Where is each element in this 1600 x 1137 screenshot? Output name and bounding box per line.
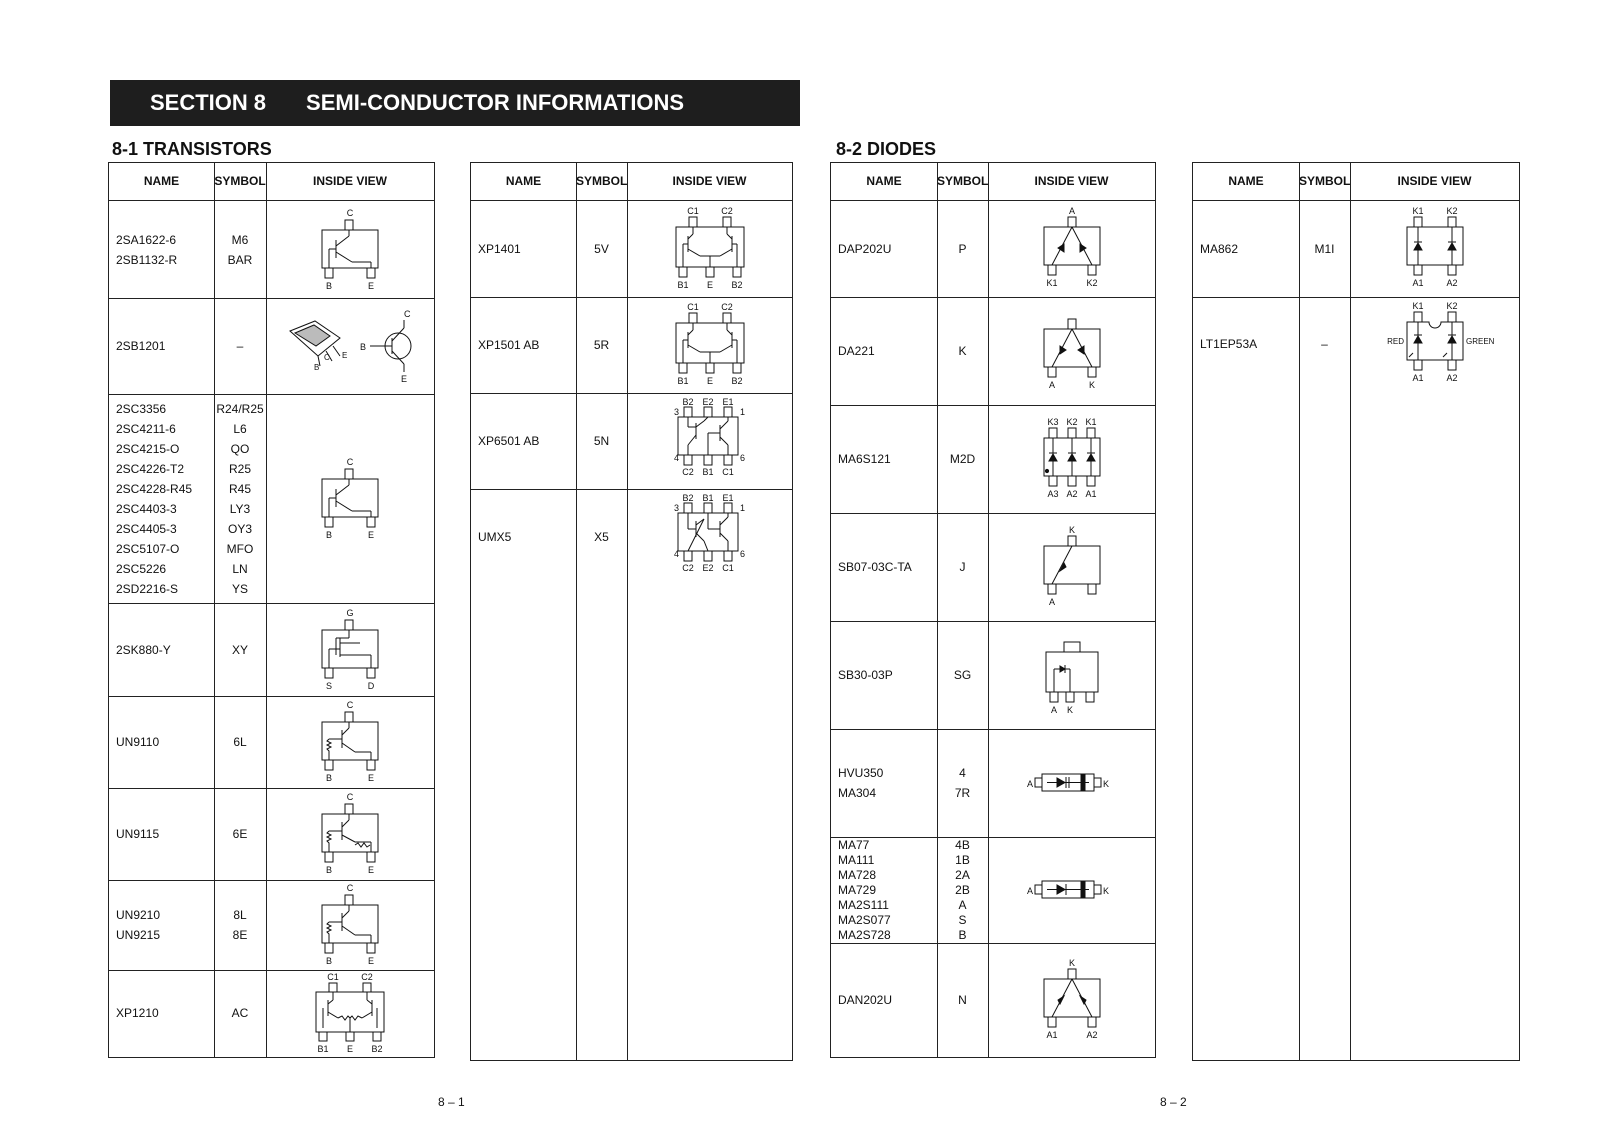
table-row: XP1501 AB 5R C1 C2 B1 E B2 (471, 297, 792, 394)
fet-diagram (300, 605, 400, 695)
svg-text:B: B (325, 280, 333, 291)
heading-transistors: 8-1 TRANSISTORS (112, 139, 272, 159)
svg-text:E1: E1 (721, 397, 734, 407)
single-diode-diagram (1022, 521, 1122, 613)
svg-text:C: C (324, 353, 330, 362)
svg-text:C1: C1 (686, 206, 699, 216)
table-row: MA862 M1I K1 K2 A1 A2 (1193, 201, 1519, 298)
cell-text: 2SD2216-S (116, 581, 179, 596)
schottky-diode-diagram (1022, 629, 1122, 721)
svg-text:K: K (1102, 779, 1109, 789)
cell-text: LY3 (229, 501, 251, 516)
cell-text: 2SC4403-3 (116, 501, 177, 516)
svg-text:E: E (346, 1044, 354, 1054)
cell-text: MFO (226, 541, 254, 556)
cell-text: R25 (228, 461, 251, 476)
table-header (831, 163, 1155, 201)
svg-text:1: 1 (739, 503, 745, 513)
svg-text:C1: C1 (721, 563, 734, 573)
svg-text:A1: A1 (1411, 373, 1424, 383)
cell-text: MA2S077 (838, 912, 891, 927)
svg-text:A1: A1 (1084, 489, 1097, 499)
svg-text:C: C (346, 700, 354, 710)
transistor-table-right (470, 162, 793, 1061)
table-row: DA221 K A K (831, 297, 1155, 406)
svg-text:E: E (367, 865, 375, 875)
svg-text:B2: B2 (730, 376, 743, 386)
cell-text: 2SC5226 (116, 561, 167, 576)
diode-table-right (1192, 162, 1520, 1061)
svg-text:B2: B2 (681, 493, 694, 503)
col-symbol-header: SYMBOL (1299, 174, 1351, 188)
cell-text: MA728 (838, 867, 877, 882)
svg-text:A2: A2 (1445, 278, 1458, 288)
svg-text:C: C (346, 792, 354, 802)
table-row: XP1210 AC C1 C2 B1 E B2 (109, 970, 434, 1056)
svg-text:A1: A1 (1411, 278, 1424, 288)
svg-text:B1: B1 (676, 376, 689, 386)
page-number-left: 8 – 1 (438, 1095, 465, 1109)
svg-text:A: A (1050, 705, 1057, 715)
svg-text:K3: K3 (1046, 417, 1059, 427)
glass-diode-diagram (1017, 870, 1127, 910)
svg-text:K: K (1102, 886, 1109, 896)
cell-text: R45 (228, 481, 251, 496)
table-row (109, 394, 434, 604)
dual-transistor-6pin-diagram (660, 395, 760, 487)
svg-text:B1: B1 (676, 280, 689, 290)
dual-led-diagram (1355, 299, 1515, 389)
page-number-right: 8 – 2 (1160, 1095, 1187, 1109)
svg-text:K2: K2 (1445, 301, 1458, 311)
svg-text:K: K (1068, 525, 1075, 535)
svg-text:3: 3 (673, 503, 679, 513)
svg-text:E: E (706, 376, 713, 386)
heading-diodes: 8-2 DIODES (836, 139, 937, 159)
svg-text:C1: C1 (686, 302, 699, 312)
cell-text: OY3 (227, 521, 252, 536)
svg-text:K1: K1 (1045, 278, 1058, 288)
svg-text:C: C (346, 883, 354, 893)
section-label: SECTION (150, 90, 248, 115)
cell-text: 2SC4405-3 (116, 521, 177, 536)
cell-text: 2SC4215-O (116, 441, 180, 456)
dual-transistor-diagram (660, 204, 760, 294)
svg-text:A1: A1 (1045, 1029, 1058, 1040)
col-inside-view-header: INSIDE VIEW (672, 174, 747, 188)
svg-text:B1: B1 (701, 467, 714, 477)
dual-diode-diagram (1022, 954, 1122, 1046)
table-row: UN9115 6E C B E (109, 788, 434, 881)
cell-text: 2SC3356 (116, 401, 167, 416)
svg-text:E: E (342, 351, 348, 360)
cell-text: YS (231, 581, 248, 596)
svg-text:E: E (367, 529, 375, 540)
table-row: 2SK880-Y XY G S D (109, 603, 434, 697)
col-name-header: NAME (505, 174, 542, 188)
svg-text:C1: C1 (327, 972, 339, 982)
svg-text:RED: RED (1386, 337, 1404, 346)
svg-text:E: E (367, 773, 375, 783)
cell-text: MA77 (838, 837, 870, 852)
section-number: 8 (253, 90, 267, 115)
svg-text:K: K (1088, 380, 1095, 390)
svg-text:E: E (401, 374, 408, 384)
table-row: DAP202U P A K1 K2 (831, 201, 1155, 298)
cell-text: 1B (955, 852, 970, 867)
svg-text:A: A (1048, 597, 1055, 607)
svg-text:D: D (367, 680, 375, 691)
triple-diode-diagram (1022, 413, 1122, 505)
svg-text:B2: B2 (730, 280, 743, 290)
svg-text:C2: C2 (681, 467, 694, 477)
cell-text: MA2S111 (838, 897, 889, 912)
svg-text:B2: B2 (371, 1044, 383, 1054)
cell-text: QO (230, 441, 250, 456)
dual-diode-diagram (1022, 204, 1122, 294)
power-transistor-package-diagram (270, 306, 430, 386)
svg-text:B2: B2 (681, 397, 694, 407)
cell-text: 2SC4211-6 (116, 421, 176, 436)
transistor-table-left (108, 162, 435, 1058)
table-row: MA6S121 M2D K3 K2 K1 A3 A2 A1 (831, 405, 1155, 514)
table-row: HVU350 MA304 4 7R A K (831, 729, 1155, 838)
table-row: XP6501 AB 5N B2 E2 E1 3 1 4 6 C2 B1 C1 (471, 393, 792, 490)
table-header (471, 163, 792, 201)
table-row: SB30-03P SG A K (831, 621, 1155, 730)
col-symbol-header: SYMBOL (214, 174, 266, 188)
table-row: XP1401 5V C1 C2 B1 E B2 (471, 201, 792, 298)
table-row: UN9210 UN9215 8L 8E C B E (109, 880, 434, 971)
cell-text: A (958, 897, 967, 912)
cell-text: MA111 (838, 852, 875, 867)
table-row: DAN202U N K A1 A2 (831, 943, 1155, 1056)
table-row: UN9110 6L C B E (109, 696, 434, 789)
dual-transistor-diagram (300, 970, 400, 1056)
svg-text:C: C (346, 207, 354, 218)
svg-text:3: 3 (673, 407, 679, 417)
svg-text:E: E (706, 280, 713, 290)
svg-text:E1: E1 (721, 493, 734, 503)
svg-text:B: B (325, 865, 333, 875)
col-name-header: NAME (866, 174, 902, 188)
table-header (1193, 163, 1519, 201)
svg-text:K1: K1 (1411, 206, 1424, 216)
svg-text:A2: A2 (1445, 373, 1458, 383)
col-symbol-header: SYMBOL (576, 174, 628, 188)
cell-text: 2SC5107-O (116, 541, 180, 556)
svg-text:K1: K1 (1411, 301, 1424, 311)
cell-text: MA2S728 (838, 927, 891, 942)
cell-text: B (958, 927, 967, 942)
table-row: LT1EP53A – K1 K2 RED GREEN A1 A2 (1193, 297, 1519, 1059)
svg-text:4: 4 (673, 549, 679, 559)
svg-text:S: S (325, 680, 333, 691)
svg-text:K2: K2 (1065, 417, 1078, 427)
svg-text:B: B (314, 363, 320, 372)
svg-text:E: E (367, 956, 375, 966)
col-name-header: NAME (1228, 174, 1264, 188)
col-symbol-header: SYMBOL (937, 174, 989, 188)
svg-text:C: C (404, 309, 411, 319)
dual-diode-4pin-diagram (1385, 204, 1485, 294)
dual-transistor-diagram (660, 300, 760, 390)
svg-text:C: C (346, 456, 354, 467)
svg-text:A2: A2 (1065, 489, 1078, 499)
svg-text:A: A (1068, 206, 1075, 216)
cell-text: 2SC4226-T2 (116, 461, 185, 476)
pnp-transistor-diagram (300, 204, 400, 296)
svg-text:C2: C2 (720, 302, 733, 312)
svg-text:6: 6 (739, 549, 745, 559)
col-inside-view-header: INSIDE VIEW (312, 174, 387, 188)
digital-transistor-diagram (300, 698, 400, 786)
svg-text:B: B (325, 956, 333, 966)
svg-text:B: B (325, 773, 333, 783)
col-inside-view-header: INSIDE VIEW (1034, 174, 1109, 188)
table-row: 2SA1622-6 2SB1132-R M6 BAR C B E (109, 201, 434, 299)
svg-text:A3: A3 (1046, 489, 1059, 499)
cell-text: 2SC4228-R45 (116, 481, 193, 496)
cell-text: R24/R25 (216, 401, 264, 416)
diode-table-left (830, 162, 1156, 1058)
section-title: SEMI-CONDUCTOR INFORMATIONS (306, 90, 685, 115)
svg-text:E: E (367, 280, 375, 291)
section-banner (110, 80, 800, 126)
svg-text:B: B (360, 342, 367, 352)
table-row: SB07-03C-TA J K A (831, 513, 1155, 622)
svg-text:4: 4 (673, 453, 679, 463)
table-row: UMX5 X5 B2 B1 E1 3 1 4 6 C2 E2 C1 (471, 489, 792, 1059)
svg-text:E2: E2 (701, 397, 714, 407)
col-inside-view-header: INSIDE VIEW (1397, 174, 1472, 188)
svg-text:K: K (1068, 957, 1075, 968)
cell-text: 2B (955, 882, 970, 897)
svg-text:K: K (1066, 705, 1073, 715)
svg-text:A2: A2 (1085, 1029, 1098, 1040)
svg-text:B: B (325, 529, 333, 540)
svg-text:K2: K2 (1445, 206, 1458, 216)
svg-text:C1: C1 (721, 467, 734, 477)
dual-transistor-6pin-diagram (660, 491, 760, 583)
cell-text: S (958, 912, 967, 927)
svg-text:GREEN: GREEN (1465, 337, 1494, 346)
cell-text: LN (232, 561, 248, 576)
svg-text:A: A (1026, 886, 1033, 896)
svg-text:B1: B1 (701, 493, 714, 503)
svg-text:B1: B1 (317, 1044, 329, 1054)
cell-text: 4B (955, 837, 970, 852)
svg-text:K1: K1 (1084, 417, 1097, 427)
svg-text:K2: K2 (1085, 278, 1098, 288)
svg-text:1: 1 (739, 407, 745, 417)
cell-text: L6 (233, 421, 247, 436)
dual-diode-diagram (1022, 306, 1122, 396)
table-header (109, 163, 434, 201)
table-row: 2SB1201 – C E B B C E (109, 298, 434, 395)
svg-text:C2: C2 (681, 563, 694, 573)
table-row (831, 837, 1155, 944)
svg-text:A: A (1048, 380, 1055, 390)
svg-text:E2: E2 (701, 563, 714, 573)
digital-transistor-diagram (300, 882, 400, 968)
svg-text:A: A (1026, 779, 1033, 789)
col-name-header: NAME (143, 174, 180, 188)
cell-text: 2A (955, 867, 970, 882)
svg-text:C2: C2 (361, 972, 373, 982)
cell-text: MA729 (838, 882, 877, 897)
digital-transistor-diagram (300, 790, 400, 878)
svg-text:G: G (346, 607, 354, 618)
svg-text:6: 6 (739, 453, 745, 463)
npn-transistor-diagram (300, 453, 400, 545)
svg-text:C2: C2 (720, 206, 733, 216)
varactor-diode-diagram (1017, 763, 1127, 803)
